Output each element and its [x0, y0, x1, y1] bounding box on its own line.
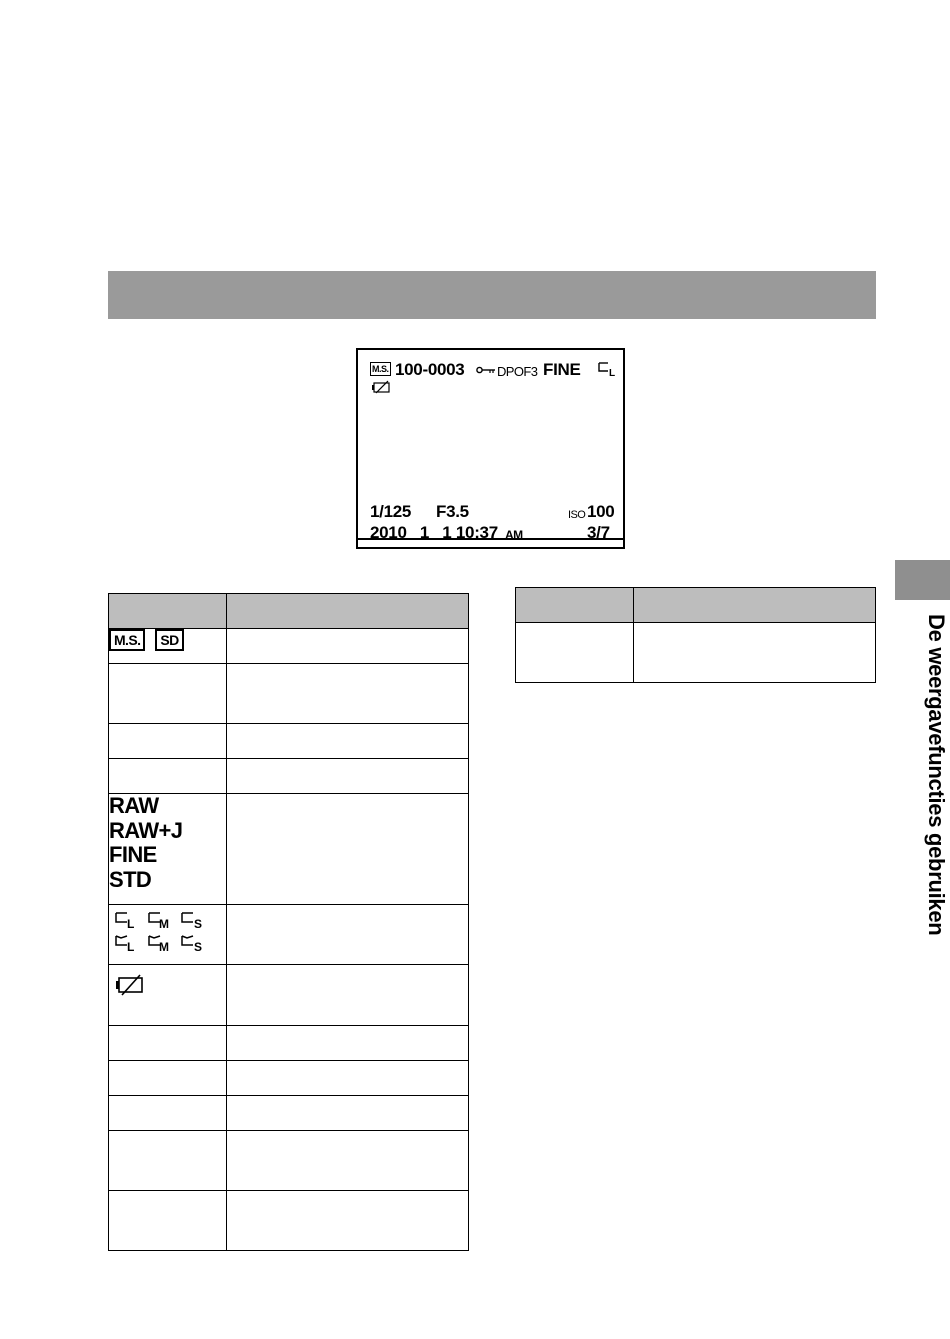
table-row [109, 724, 469, 759]
size-s-wide-icon [181, 934, 205, 952]
table-cell [109, 1096, 227, 1131]
playback-display [356, 348, 625, 549]
frame-counter: 3/7 [587, 523, 610, 542]
table-row [109, 664, 469, 724]
display-divider [358, 538, 623, 540]
table-cell [227, 1026, 469, 1061]
dpof-indicator: DPOF3 [497, 364, 538, 379]
chapter-tab [895, 560, 950, 600]
table-cell [227, 759, 469, 794]
table-row [516, 623, 876, 683]
aperture-value: F3.5 [436, 502, 469, 521]
table-cell [227, 1061, 469, 1096]
chapter-title: De weergavefuncties gebruiken [924, 614, 949, 936]
svg-text:M: M [159, 940, 169, 952]
iso-label: ISO [568, 509, 586, 521]
memory-stick-badge: M.S. [372, 364, 389, 374]
image-size-large-icon [598, 362, 618, 377]
svg-text:L: L [609, 368, 616, 377]
table-cell [109, 1061, 227, 1096]
table-header-display [516, 588, 634, 623]
quality-standard: STD [109, 866, 152, 892]
sd-card-badge: SD [155, 629, 183, 651]
table-cell [109, 759, 227, 794]
table-cell [109, 1131, 227, 1191]
size-m-icon [148, 911, 172, 929]
table-row [109, 759, 469, 794]
table-row [109, 1061, 469, 1096]
protect-key-icon [476, 366, 496, 374]
quality-fine: FINE [109, 842, 157, 867]
file-number: 100-0003 [395, 360, 465, 379]
table-row [109, 794, 469, 905]
am-pm: AM [505, 528, 523, 542]
image-size-icons-cell [109, 905, 227, 965]
table-row [109, 1026, 469, 1061]
quality-raw: RAW [109, 793, 159, 818]
quality-modes-cell [109, 794, 227, 905]
image-quality: FINE [543, 360, 581, 379]
table-header-meaning [227, 594, 469, 629]
table-row [109, 905, 469, 965]
table-cell [227, 629, 469, 664]
svg-text:S: S [194, 940, 203, 952]
table-cell [227, 664, 469, 724]
table-cell [109, 1191, 227, 1251]
memory-stick-badge: M.S. [109, 629, 145, 651]
table-header-meaning [634, 588, 876, 623]
svg-text:M: M [159, 917, 169, 929]
lens-error-icon [116, 974, 226, 996]
table-cell [227, 1191, 469, 1251]
size-l-wide-icon [115, 934, 139, 952]
lens-error-icon [372, 380, 392, 394]
table-cell [516, 623, 634, 683]
size-m-wide-icon [148, 934, 172, 952]
svg-text:L: L [127, 917, 135, 929]
table-row [109, 1096, 469, 1131]
shutter-speed: 1/125 [370, 502, 412, 521]
size-l-icon [115, 911, 139, 929]
iso-value: 100 [587, 502, 615, 521]
table-cell [227, 905, 469, 965]
additional-indicators-table [515, 587, 876, 683]
svg-text:S: S [194, 917, 203, 929]
table-cell [634, 623, 876, 683]
table-row [109, 1131, 469, 1191]
table-cell [109, 724, 227, 759]
card-badges-cell [109, 629, 227, 664]
quality-raw-jpeg: RAW+J [109, 817, 183, 843]
table-cell [227, 965, 469, 1026]
size-s-icon [181, 911, 205, 929]
display-indicators-table [108, 593, 469, 1251]
recording-date: 2010 1 1 10:37 [370, 523, 498, 542]
table-cell [227, 1096, 469, 1131]
table-cell [109, 664, 227, 724]
table-row [109, 965, 469, 1026]
svg-text:L: L [127, 940, 135, 952]
table-cell [227, 1131, 469, 1191]
section-header-banner [108, 271, 876, 319]
lens-error-cell [109, 965, 227, 1026]
table-row [109, 629, 469, 664]
table-header-display [109, 594, 227, 629]
table-cell [227, 794, 469, 905]
table-cell [109, 1026, 227, 1061]
table-cell [227, 724, 469, 759]
table-row [109, 1191, 469, 1251]
